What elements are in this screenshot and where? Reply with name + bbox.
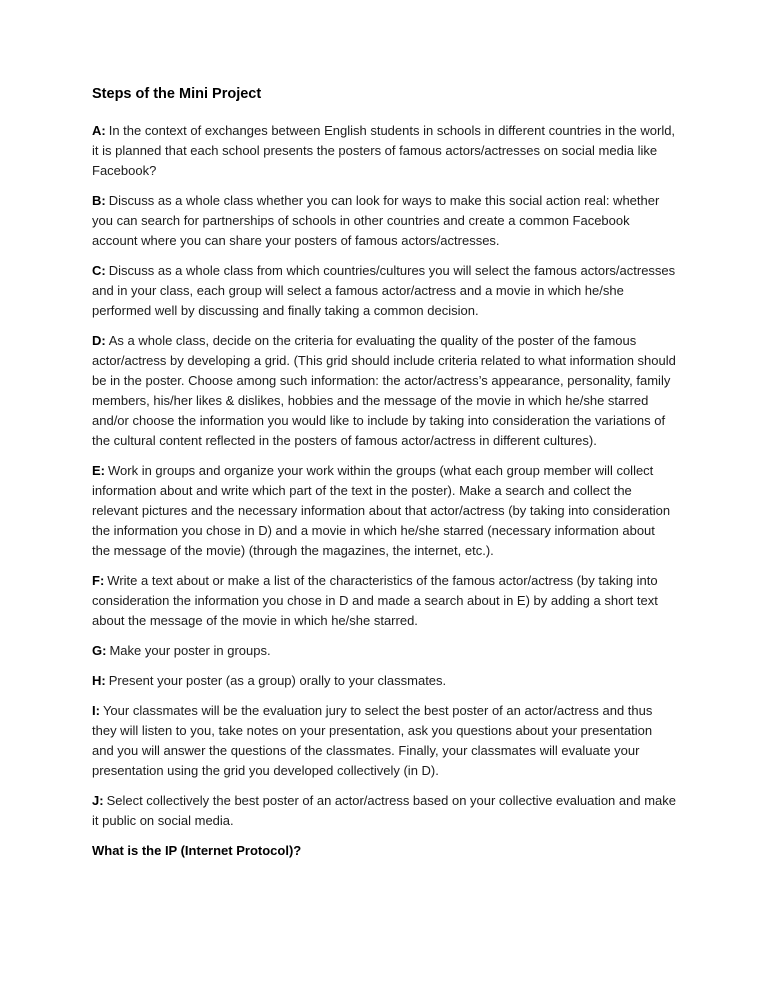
- step-label-i: I:: [92, 703, 100, 718]
- step-label-b: B:: [92, 193, 106, 208]
- step-text-e: Work in groups and organize your work within the groups (what each group member will collect information about and write which part of the text in the poster). Make a search and collect the relevant pictures and the necessary information about that actor/actress (by taking into consideration the information you chose in D) and a movie in which he/she starred (necessary information about the message of the movie) (through the magazines, the internet, etc.).: [92, 463, 671, 558]
- step-label-d: D:: [92, 333, 106, 348]
- step-text-c: Discuss as a whole class from which countries/cultures you will select the famous actors/actresses and in your class, each group will select a famous actor/actress and a movie in which he/she performed well by discussing and finally taking a common decision.: [92, 263, 676, 318]
- step-paragraph-a: [92, 121, 676, 181]
- step-paragraph-g: [92, 641, 676, 661]
- step-text-a: In the context of exchanges between English students in schools in different countries in the world, it is planned that each school presents the posters of famous actors/actresses on social media like Facebook?: [92, 123, 676, 178]
- document-title: Steps of the Mini Project: [92, 86, 262, 102]
- step-paragraph-f: [92, 571, 676, 631]
- section-heading-internet-protocol: What is the IP (Internet Protocol)?: [92, 843, 302, 858]
- step-paragraph-e: [92, 461, 676, 561]
- step-text-g: Make your poster in groups.: [109, 643, 271, 658]
- step-label-e: E:: [92, 463, 105, 478]
- step-text-i: Your classmates will be the evaluation jury to select the best poster of an actor/actress and thus they will listen to you, take notes on your presentation, ask you questions about your presentation and you will answer the questions of the classmates. Finally, your classmates will evaluate your presentation using the grid you developed collectively (in D).: [92, 703, 653, 778]
- step-paragraph-d: [92, 331, 676, 451]
- step-paragraph-i: [92, 701, 676, 781]
- step-text-f: Write a text about or make a list of the characteristics of the famous actor/actress (by taking into consideration the information you chose in D and made a search about in E) by adding a short text about the message of the movie in which he/she starred.: [92, 573, 658, 628]
- step-label-f: F:: [92, 573, 105, 588]
- step-text-b: Discuss as a whole class whether you can look for ways to make this social action real: whether you can search for partnerships of schools in other countries and create a common Facebook account where you can share your posters of famous actors/actresses.: [92, 193, 660, 248]
- step-label-j: J:: [92, 793, 104, 808]
- step-text-h: Present your poster (as a group) orally to your classmates.: [108, 673, 447, 688]
- step-label-h: H:: [92, 673, 106, 688]
- step-paragraph-j: [92, 791, 676, 831]
- step-label-g: G:: [92, 643, 107, 658]
- step-paragraph-c: [92, 261, 676, 321]
- step-text-d: As a whole class, decide on the criteria for evaluating the quality of the poster of the famous actor/actress by developing a grid. (This grid should include criteria related to what information should be in the poster. Choose among such information: the actor/actress’s appearance, personality, family members, his/her likes & dislikes, hobbies and the message of the movie in which he/she starred and/or choose the information you would like to include by taking into consideration the variations of the cultural content reflected in the posters of famous actor/actress in different cultures).: [92, 333, 676, 448]
- step-paragraph-b: [92, 191, 676, 251]
- step-paragraph-h: [92, 671, 676, 691]
- step-label-a: A:: [92, 123, 106, 138]
- step-text-j: Select collectively the best poster of an actor/actress based on your collective evaluation and make it public on social media.: [92, 793, 676, 828]
- step-label-c: C:: [92, 263, 106, 278]
